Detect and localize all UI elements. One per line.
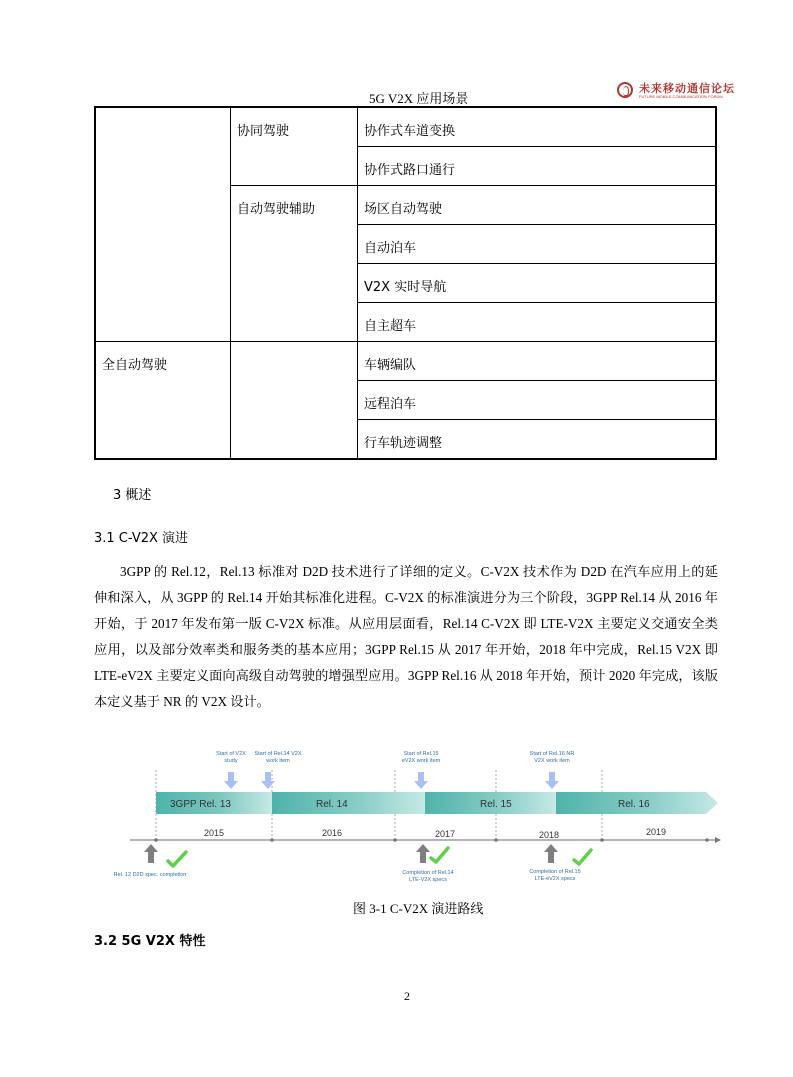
arrow-up-icon	[144, 844, 158, 863]
start-arrows	[224, 772, 559, 789]
start-label-line1: Start of Rel.14 V2X	[254, 751, 302, 757]
page-header-title: 5G V2X 应用场景	[369, 91, 469, 106]
table-cell-scenario: V2X 实时导航	[358, 264, 717, 303]
start-label-line2: eV2X work item	[401, 758, 441, 764]
table-cell-scenario: 车辆编队	[358, 342, 717, 381]
section-heading-3-2: 3.2 5G V2X 特性	[94, 934, 206, 949]
completion-label-line1: Completion of Rel.15	[529, 869, 581, 875]
release-label-15: Rel. 15	[480, 799, 512, 810]
release-label-14: Rel. 14	[316, 799, 348, 810]
table-cell-category: 自动驾驶辅助	[231, 186, 358, 342]
table-cell-scenario: 场区自动驾驶	[358, 186, 717, 225]
table-cell-scenario: 自动泊车	[358, 225, 717, 264]
start-label-line1: Start of Rel.16 NR	[529, 751, 575, 757]
table-cell-scenario: 协作式车道变换	[358, 107, 717, 147]
table-cell-scenario: 远程泊车	[358, 381, 717, 420]
body-paragraph: 3GPP 的 Rel.12，Rel.13 标准对 D2D 技术进行了详细的定义。C-V2X 技术作为 D2D 在汽车应用上的延伸和深入，从 3GPP 的 Rel.14 开始其标准化进程。C-V2X 的标准演进分为三个阶段，3GPP Rel.14 从 2016 年开始，于 2017 年发布第一版 C-V2X 标准。从应用层面看，Rel.14 C-V2X 即 LTE-V2X 主要定义交通安全类应用，以及部分效率类和服务类的基本应用；3GPP Rel.15 从 2017 年开始，2018 年中完成，Rel.15 V2X 即 LTE-eV2X 主要定义面向高级自动驾驶的增强型应用。3GPP Rel.16 从 2018 年开始，预计 2020 年完成，该版本定义基于 NR 的 V2X 设计。	[94, 564, 718, 709]
section-heading-3-1: 3.1 C-V2X 演进	[94, 531, 189, 546]
table-cell-category: 协同驾驶	[231, 107, 358, 186]
logo-name-en: FUTURE MOBILE COMMUNICATION FORUM	[639, 94, 723, 99]
arrow-up-icon	[544, 844, 558, 863]
start-label-line2: V2X work item	[534, 758, 570, 764]
logo-name-cn: 未来移动通信论坛	[639, 82, 735, 95]
year-label: 2015	[203, 828, 225, 838]
check-icon	[168, 852, 186, 866]
table-cell-level	[95, 107, 231, 342]
timeline-arrowhead-icon	[715, 837, 721, 843]
start-label-line2: work item	[266, 758, 290, 764]
arrow-down-icon	[261, 772, 275, 789]
year-label: 2017	[434, 829, 456, 839]
table-cell-scenario: 行车轨迹调整	[358, 420, 717, 460]
release-bar-14	[272, 792, 425, 814]
forum-logo-icon	[617, 82, 633, 98]
table-cell-level: 全自动驾驶	[95, 342, 231, 460]
arrow-down-icon	[545, 772, 559, 789]
arrow-down-icon	[224, 772, 238, 789]
year-label: 2019	[645, 827, 667, 837]
table-row	[95, 342, 716, 381]
arrow-down-icon	[414, 772, 428, 789]
completion-label-line1: Rel. 12 D2D spec. completion	[113, 872, 187, 878]
table-cell-scenario: 自主超车	[358, 303, 717, 342]
arrow-up-icon	[416, 844, 430, 863]
year-label: 2016	[321, 828, 343, 838]
start-label-line2: study	[224, 758, 238, 764]
application-scenarios-table	[94, 106, 717, 460]
release-label-16: Rel. 16	[618, 799, 650, 810]
start-label-line1: Start of Rel.15	[403, 751, 439, 757]
figure-caption: 图 3-1 C-V2X 演进路线	[353, 901, 484, 916]
section-heading-3: 3 概述	[113, 488, 152, 503]
start-label-line1: Start of V2X	[216, 751, 246, 757]
table-cell-category	[231, 342, 358, 460]
completion-arrows	[144, 844, 558, 863]
check-icon	[574, 850, 591, 864]
completion-label-line2: LTE-V2X specs	[409, 877, 447, 883]
table-cell-scenario: 协作式路口通行	[358, 147, 717, 186]
check-icon	[431, 848, 448, 862]
release-label-13: 3GPP Rel. 13	[170, 799, 231, 810]
completion-label-line2: LTE-eV2X specs	[534, 876, 576, 882]
page-number: 2	[404, 989, 410, 1003]
completion-label-line1: Completion of Rel.14	[402, 870, 454, 876]
forum-logo	[617, 80, 735, 104]
table-row	[95, 107, 716, 147]
cv2x-evolution-figure	[100, 742, 730, 892]
year-label: 2018	[538, 830, 560, 840]
